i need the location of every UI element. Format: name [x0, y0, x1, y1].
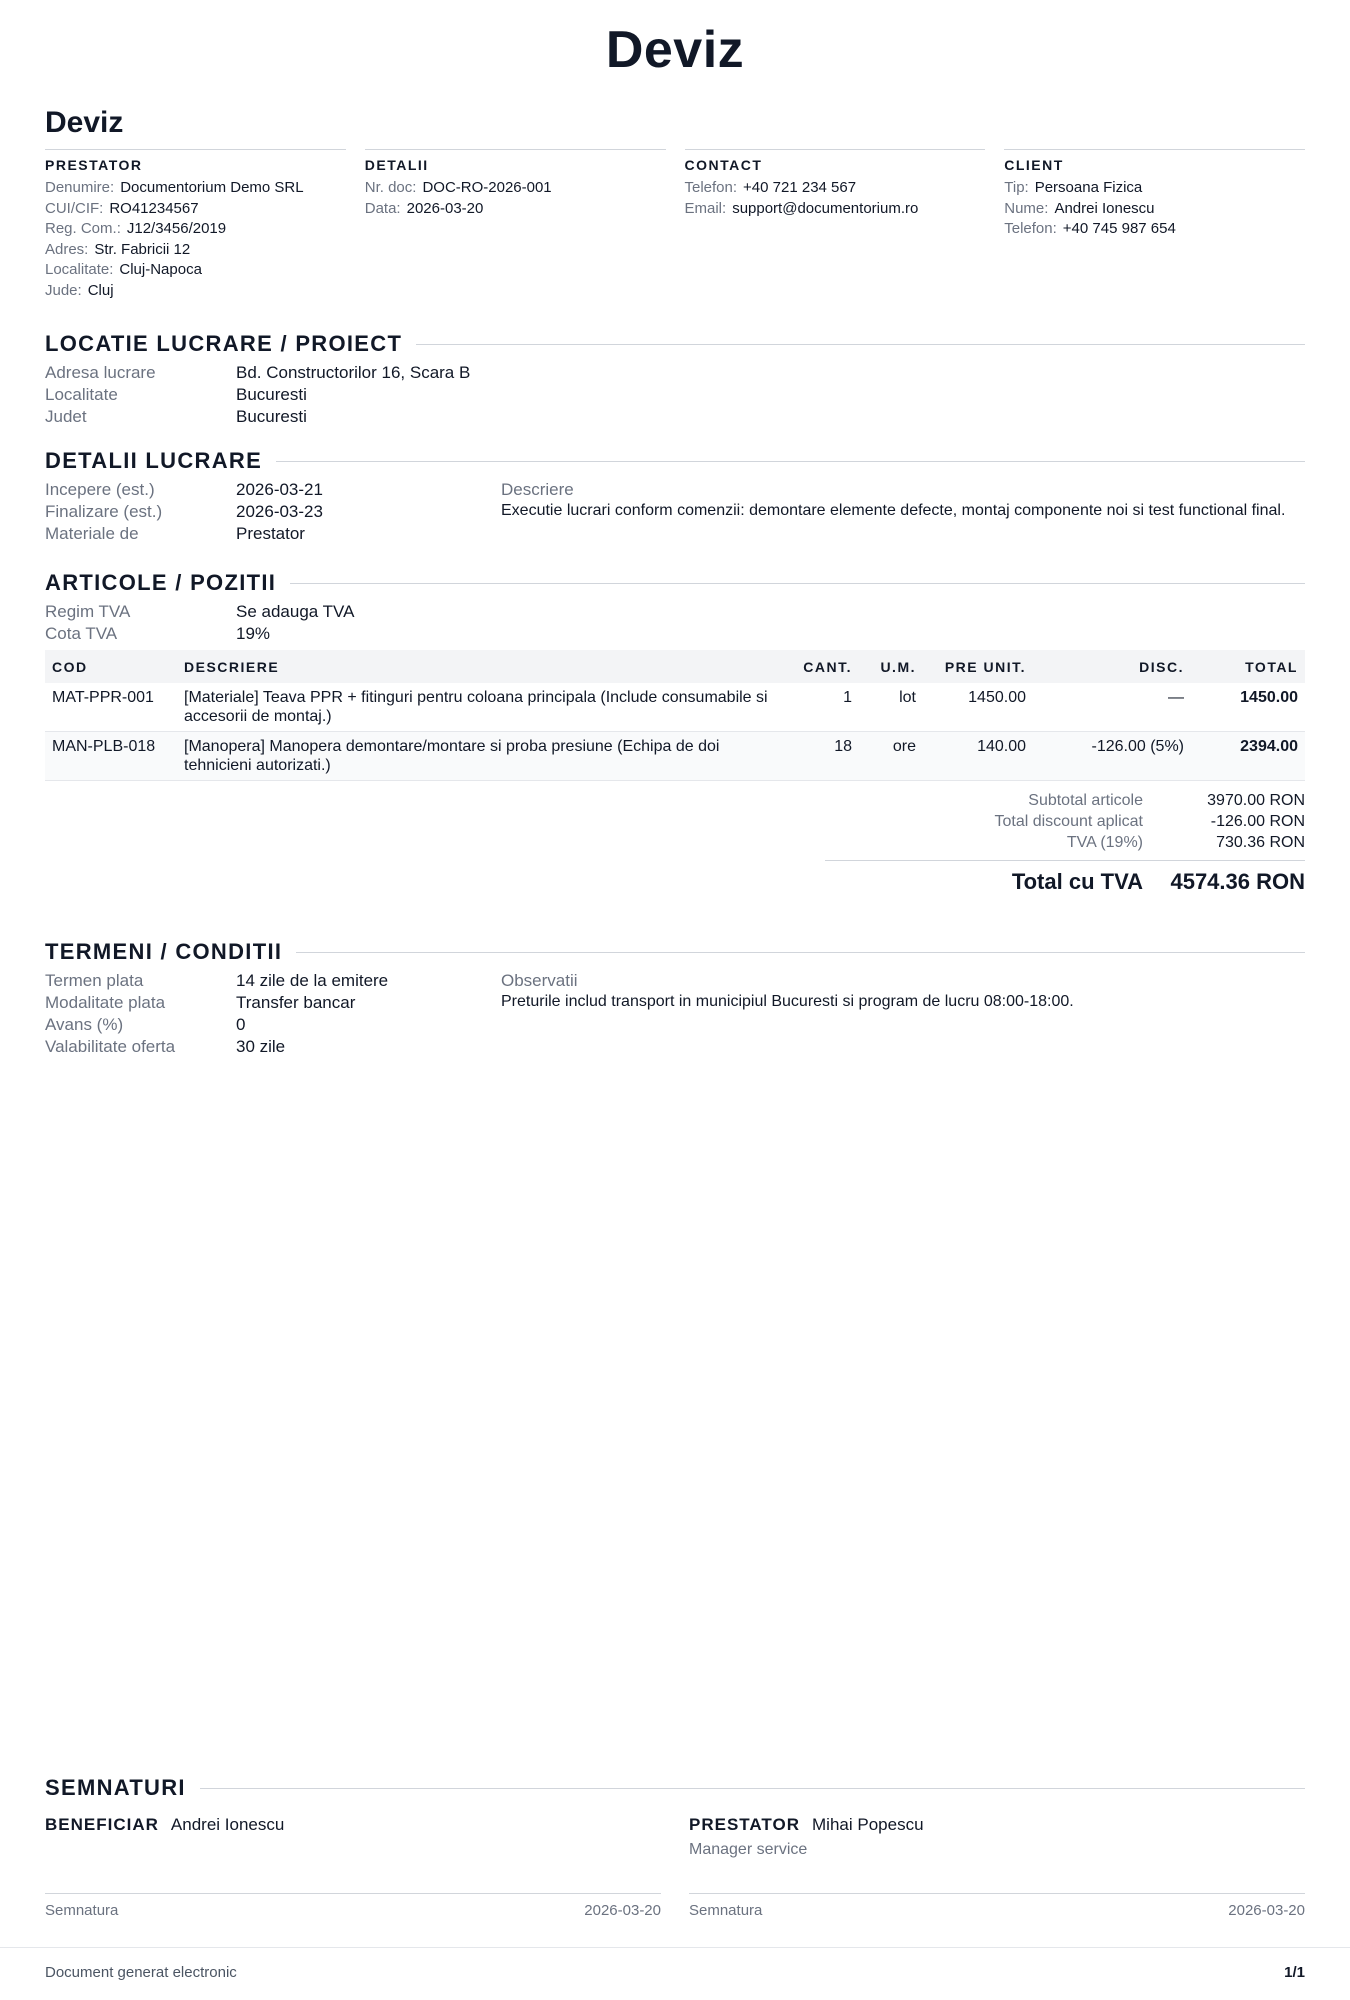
cell-cant: 18 [791, 732, 859, 781]
row-value: 19% [236, 624, 271, 643]
field-value: +40 721 234 567 [743, 179, 857, 196]
field-label: CUI/CIF: [45, 199, 104, 217]
cell-um: lot [859, 683, 923, 732]
observatii-text: Preturile includ transport in municipiul Bucuresti si program de lucru 08:00-18:00. [501, 993, 1074, 1010]
field-label: Jude: [45, 281, 82, 299]
locatie-row [45, 384, 470, 406]
column-header-um: U.M. [859, 650, 923, 683]
row-label: Cota TVA [45, 624, 118, 643]
contact-block [685, 149, 986, 301]
table-header-row [45, 650, 1305, 683]
cell-total: 2394.00 [1191, 732, 1305, 781]
signature-label: Semnatura [689, 1902, 763, 1919]
cell-cod: MAN-PLB-018 [45, 732, 177, 781]
termeni-section-heading [45, 939, 1305, 965]
detalii-heading: DETALII [364, 157, 429, 173]
totals-row [825, 832, 1305, 853]
signature-name: Andrei Ionescu [170, 1815, 285, 1834]
cell-cod: MAT-PPR-001 [45, 683, 177, 732]
locatie-section-heading [45, 331, 1305, 357]
cell-descriere: [Materiale] Teava PPR + fitinguri pentru coloana principala (Include consumabile si accesorii de montaj.) [177, 683, 791, 732]
field-value: Documentorium Demo SRL [120, 179, 304, 196]
client-block [1004, 149, 1305, 301]
signature-date: 2026-03-20 [1228, 1902, 1305, 1919]
client-field [1004, 178, 1305, 199]
row-value: Bd. Constructorilor 16, Scara B [236, 363, 471, 382]
cell-cant: 1 [791, 683, 859, 732]
observatii-block [501, 970, 1305, 1011]
items-table [45, 650, 1305, 781]
totals-value: -126.00 RON [1210, 813, 1305, 830]
table-row [45, 732, 1305, 781]
field-value: +40 745 987 654 [1062, 220, 1176, 237]
prestator-block [45, 149, 346, 301]
field-value: support@documentorium.ro [732, 199, 919, 217]
footer-note: Document generat electronic [45, 1964, 237, 1981]
field-label: Email: [684, 199, 727, 217]
row-value: Bucuresti [236, 407, 307, 426]
detalii-field [365, 199, 666, 220]
cell-pret: 140.00 [923, 732, 1033, 781]
totals-block [825, 790, 1305, 853]
detalii-lucrare-section-heading [45, 448, 1305, 474]
row-label: Modalitate plata [45, 993, 166, 1012]
description-text: Executie lucrari conform comenzii: demontare elemente defecte, montaj componente noi si test functional final. [501, 502, 1286, 519]
detalii-block [365, 149, 666, 301]
totals-label: Subtotal articole [1028, 792, 1143, 809]
field-label: Localitate: [45, 261, 114, 278]
section-divider [296, 952, 1305, 953]
prestator-signature-line [689, 1893, 1305, 1919]
detalii-lucrare-row [45, 523, 323, 545]
field-value: J12/3456/2019 [126, 220, 227, 237]
signature-name: Mihai Popescu [812, 1815, 924, 1834]
prestator-field [45, 281, 346, 302]
row-label: Regim TVA [45, 602, 131, 621]
client-field [1004, 219, 1305, 240]
grand-total [825, 860, 1305, 895]
field-value: DOC-RO-2026-001 [422, 179, 552, 196]
row-label: Localitate [45, 385, 118, 404]
prestator-field [45, 178, 346, 199]
signature-date: 2026-03-20 [584, 1902, 661, 1919]
field-label: Tip: [1004, 179, 1029, 196]
prestator-signature [689, 1815, 1305, 1859]
document-page [45, 0, 1305, 2000]
field-label: Reg. Com.: [45, 220, 121, 237]
prestator-field [45, 240, 346, 261]
signature-role: PRESTATOR [689, 1815, 801, 1834]
row-value: 30 zile [236, 1037, 286, 1056]
column-header-descriere: DESCRIERE [177, 650, 791, 683]
beneficiar-signature [45, 1815, 661, 1841]
section-title: LOCATIE LUCRARE / PROIECT [45, 331, 403, 356]
field-value: Cluj [87, 281, 114, 299]
detalii-lucrare-row [45, 501, 323, 523]
field-label: Nr. doc: [364, 179, 417, 196]
page-number: 1/1 [1284, 1964, 1305, 1981]
locatie-row [45, 362, 470, 384]
signature-position: Manager service [689, 1841, 808, 1858]
field-value: Andrei Ionescu [1054, 199, 1155, 217]
field-label: Telefon: [684, 179, 738, 196]
tva-row [45, 623, 354, 645]
row-value: Transfer bancar [236, 993, 356, 1012]
document-subtitle: Deviz [45, 106, 124, 139]
grand-total-value: 4574.36 RON [1170, 869, 1305, 894]
articole-section-heading [45, 570, 1305, 596]
section-title: DETALII LUCRARE [45, 448, 263, 473]
contact-heading: CONTACT [684, 157, 763, 173]
column-header-cant: CANT. [791, 650, 859, 683]
termeni-rows [45, 970, 388, 1058]
field-value: Persoana Fizica [1034, 179, 1143, 196]
section-divider [200, 1788, 1305, 1789]
column-header-total: TOTAL [1191, 650, 1305, 683]
detalii-lucrare-row [45, 479, 323, 501]
termeni-row [45, 1036, 388, 1058]
row-label: Incepere (est.) [45, 480, 155, 499]
row-value: 14 zile de la emitere [236, 971, 389, 990]
field-value: 2026-03-20 [406, 199, 484, 217]
signature-label: Semnatura [45, 1902, 119, 1919]
row-label: Valabilitate oferta [45, 1037, 176, 1056]
totals-value: 3970.00 RON [1207, 792, 1305, 809]
termeni-row [45, 992, 388, 1014]
table-row [45, 683, 1305, 732]
signature-role: BENEFICIAR [45, 1815, 159, 1834]
row-value: Bucuresti [236, 385, 307, 404]
totals-row [825, 811, 1305, 832]
termeni-row [45, 970, 388, 992]
section-title: SEMNATURI [45, 1775, 186, 1800]
row-value: Se adauga TVA [236, 602, 355, 621]
cell-disc: -126.00 (5%) [1033, 732, 1191, 781]
section-title: TERMENI / CONDITII [45, 939, 283, 964]
cell-pret: 1450.00 [923, 683, 1033, 732]
tva-rows [45, 601, 354, 645]
prestator-field [45, 199, 346, 220]
totals-label: TVA (19%) [1066, 834, 1143, 851]
row-label: Finalizare (est.) [45, 502, 163, 521]
field-label: Denumire: [45, 179, 115, 196]
row-value: Prestator [236, 524, 305, 543]
cell-descriere: [Manopera] Manopera demontare/montare si proba presiune (Echipa de doi tehnicieni autorizati.) [177, 732, 791, 781]
section-divider [416, 344, 1305, 345]
section-title: ARTICOLE / POZITII [45, 570, 277, 595]
section-divider [290, 583, 1305, 584]
cell-um: ore [859, 732, 923, 781]
field-label: Nume: [1004, 199, 1049, 217]
beneficiar-signature-line [45, 1893, 661, 1919]
description-label: Descriere [501, 480, 574, 499]
locatie-row [45, 406, 470, 428]
totals-row [825, 790, 1305, 811]
tva-row [45, 601, 354, 623]
client-field [1004, 199, 1305, 220]
row-label: Avans (%) [45, 1015, 124, 1034]
locatie-rows [45, 362, 470, 428]
row-value: 0 [236, 1015, 246, 1034]
page-footer [0, 1947, 1350, 1981]
field-label: Data: [364, 199, 401, 217]
field-value: Cluj-Napoca [119, 261, 202, 278]
field-label: Telefon: [1004, 220, 1057, 237]
section-divider [276, 461, 1305, 462]
column-header-cod: COD [45, 650, 177, 683]
totals-label: Total discount aplicat [994, 813, 1143, 830]
prestator-field [45, 219, 346, 240]
detalii-field [365, 178, 666, 199]
row-value: 2026-03-21 [236, 480, 323, 499]
totals-value: 730.36 RON [1216, 834, 1305, 851]
column-header-pret-unit: PRE UNIT. [923, 650, 1033, 683]
row-label: Judet [45, 407, 87, 426]
field-value: Str. Fabricii 12 [94, 240, 191, 258]
field-label: Adres: [45, 240, 89, 258]
column-header-disc: DISC. [1033, 650, 1191, 683]
prestator-field [45, 260, 346, 281]
cell-total: 1450.00 [1191, 683, 1305, 732]
detalii-lucrare-rows [45, 479, 323, 545]
row-label: Adresa lucrare [45, 363, 156, 382]
semnaturi-section-heading [45, 1775, 1305, 1801]
row-label: Termen plata [45, 971, 144, 990]
contact-field [685, 199, 986, 220]
client-heading: CLIENT [1004, 157, 1064, 173]
description-block [501, 479, 1305, 520]
cell-disc: — [1033, 683, 1191, 732]
prestator-heading: PRESTATOR [45, 157, 143, 173]
document-title: Deviz [605, 21, 745, 79]
row-value: 2026-03-23 [236, 502, 323, 521]
field-value: RO41234567 [109, 199, 199, 217]
grand-total-row [825, 861, 1305, 895]
row-label: Materiale de [45, 524, 139, 543]
header-info [45, 149, 1305, 301]
termeni-row [45, 1014, 388, 1036]
contact-field [685, 178, 986, 199]
observatii-label: Observatii [501, 971, 578, 990]
grand-total-label: Total cu TVA [1011, 869, 1143, 894]
